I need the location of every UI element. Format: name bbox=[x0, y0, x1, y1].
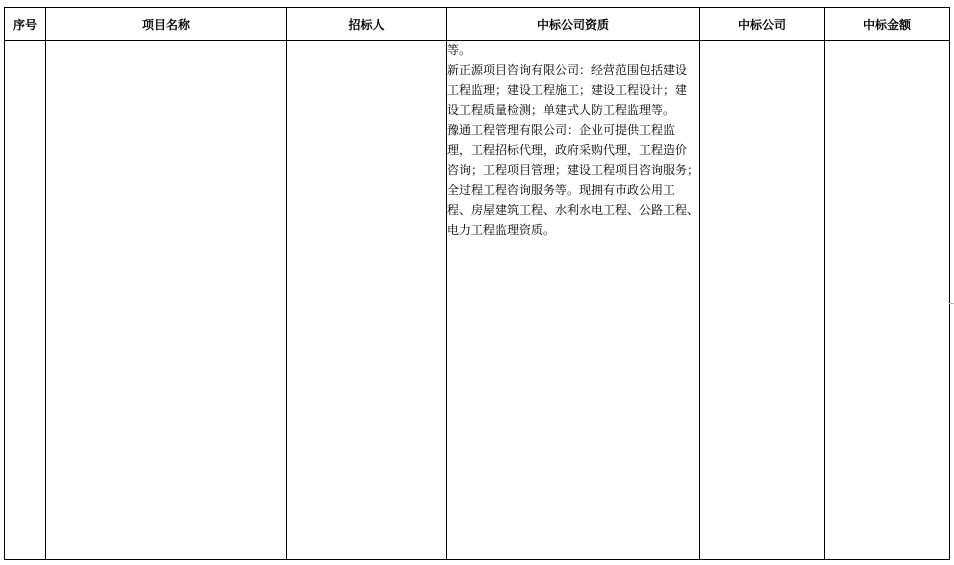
qualification-line: 程、房屋建筑工程、水利水电工程、公路工程、 bbox=[447, 203, 699, 217]
qualification-line: 咨询；工程项目管理；建设工程项目咨询服务； bbox=[447, 163, 699, 177]
header-qualification: 中标公司资质 bbox=[447, 8, 700, 41]
qualification-line: 新正源项目咨询有限公司：经营范围包括建设 bbox=[447, 63, 688, 77]
qualification-line: 全过程工程咨询服务等。现拥有市政公用工 bbox=[447, 183, 676, 197]
qualification-line: 豫通工程管理有限公司：企业可提供工程监 bbox=[447, 123, 676, 137]
header-project-name: 项目名称 bbox=[46, 8, 287, 41]
qualification-line: 工程监理；建设工程施工；建设工程设计；建 bbox=[447, 83, 688, 97]
cell-tenderer bbox=[287, 41, 447, 560]
qualification-line: 设工程质量检测；单建式人防工程监理等。 bbox=[447, 103, 676, 117]
header-tenderer: 招标人 bbox=[287, 8, 447, 41]
cell-amount bbox=[825, 41, 950, 560]
header-amount: 中标金额 bbox=[825, 8, 950, 41]
cell-winner bbox=[700, 41, 825, 560]
qualification-line: 等。 bbox=[447, 43, 472, 57]
table-row bbox=[5, 41, 950, 560]
qualification-line: 电力工程监理资质。 bbox=[447, 223, 556, 237]
cell-project-name bbox=[46, 41, 287, 560]
page-edge-mark bbox=[949, 298, 954, 304]
header-seq: 序号 bbox=[5, 8, 46, 41]
header-winner: 中标公司 bbox=[700, 8, 825, 41]
bid-results-table bbox=[4, 7, 950, 560]
cell-seq bbox=[5, 41, 46, 560]
table-header-row bbox=[5, 8, 950, 41]
cell-qualification bbox=[447, 41, 700, 560]
qualification-line: 理，工程招标代理，政府采购代理，工程造价 bbox=[447, 143, 688, 157]
